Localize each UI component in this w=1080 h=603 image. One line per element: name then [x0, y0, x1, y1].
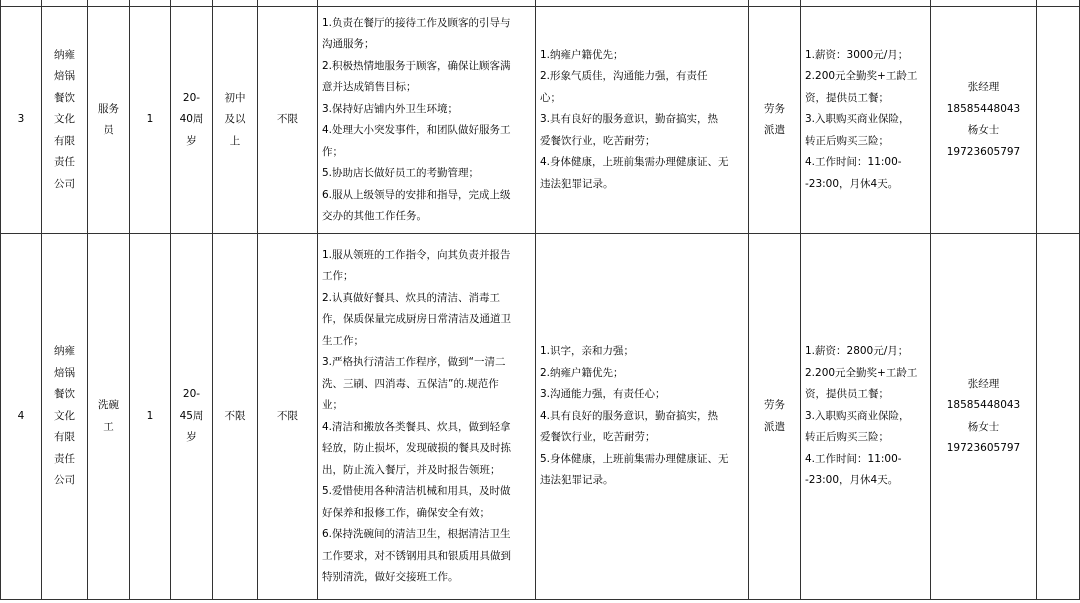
job-requirements: 1.纳雍户籍优先； 2.形象气质佳，沟通能力强，有责任 心； 3.具有良好的服务意识，勤奋搞实，热 爱餐饮行业，吃苦耐劳； 4.身体健康，上班前集需办理健康证、无 违法犯罪记录。	[536, 7, 749, 234]
salary-benefits: 1.薪资：2800元/月； 2.200元全勤奖+工龄工 资，提供员工餐； 3.入职购买商业保险， 转正后购买三险； 4.工作时间：11:00- -23:00，月休4天。	[801, 234, 931, 600]
education-requirement: 初中 及以 上	[213, 7, 258, 234]
position-name: 洗碗 工	[88, 234, 130, 600]
headcount: 1	[130, 7, 171, 234]
headcount: 1	[130, 234, 171, 600]
company-name: 纳雍 焙锅 餐饮 文化 有限 责任 公司	[42, 234, 88, 600]
age-range: 20- 45周 岁	[171, 234, 213, 600]
job-duties: 1.服从领班的工作指令，向其负责并报告 工作； 2.认真做好餐具、炊具的清洁、消毒工 作，保质保量完成厨房日常清洁及通道卫 生工作； 3.严格执行清洁工作程序，做到“一清二 洗、三刷、四消毒、五保洁”的.规范作 业； 4.清洁和搬放各类餐具、炊具，做到轻拿 轻放，防止损坏，发现破损的餐具及时拣 出，防止流入餐厅，并及时报告领班； 5.爱惜使用各种清洁机械和用具，及时做 好保养和报修工作，确保安全有效； 6.保持洗碗间的清洁卫生，根据清洁卫生 工作要求，对不锈钢用具和银质用具做到 特别清洗，做好交接班工作。	[318, 234, 536, 600]
salary-benefits: 1.薪资：3000元/月； 2.200元全勤奖+工龄工 资，提供员工餐； 3.入职购买商业保险， 转正后购买三险； 4.工作时间：11:00- -23:00，月休4天。	[801, 7, 931, 234]
row-number: 3	[1, 7, 42, 234]
job-requirements: 1.识字，亲和力强； 2.纳雍户籍优先； 3.沟通能力强，有责任心； 4.具有良好的服务意识，勤奋搞实，热 爱餐饮行业，吃苦耐劳； 5.身体健康，上班前集需办理健康证、无 违法犯罪记录。	[536, 234, 749, 600]
gender-requirement: 不限	[258, 234, 318, 600]
education-requirement: 不限	[213, 234, 258, 600]
company-name: 纳雍 焙锅 餐饮 文化 有限 责任 公司	[42, 7, 88, 234]
employment-type: 劳务 派遣	[749, 7, 801, 234]
employment-type: 劳务 派遣	[749, 234, 801, 600]
job-duties: 1.负责在餐厅的接待工作及顾客的引导与 沟通服务； 2.积极热情地服务于顾客，确保让顾客满 意并达成销售目标； 3.保持好店铺内外卫生环境； 4.处理大小突发事件，和团队做好服务工 作； 5.协助店长做好员工的考勤管理； 6.服从上级领导的安排和指导，完成上级 交办的其他工作任务。	[318, 7, 536, 234]
table-row	[1, 234, 1080, 600]
row-number: 4	[1, 234, 42, 600]
empty-cell	[1037, 234, 1080, 600]
age-range: 20- 40周 岁	[171, 7, 213, 234]
table-row	[1, 7, 1080, 234]
gender-requirement: 不限	[258, 7, 318, 234]
contact-info: 张经理 18585448043 杨女士 19723605797	[931, 234, 1037, 600]
position-name: 服务 员	[88, 7, 130, 234]
empty-cell	[1037, 7, 1080, 234]
contact-info: 张经理 18585448043 杨女士 19723605797	[931, 7, 1037, 234]
